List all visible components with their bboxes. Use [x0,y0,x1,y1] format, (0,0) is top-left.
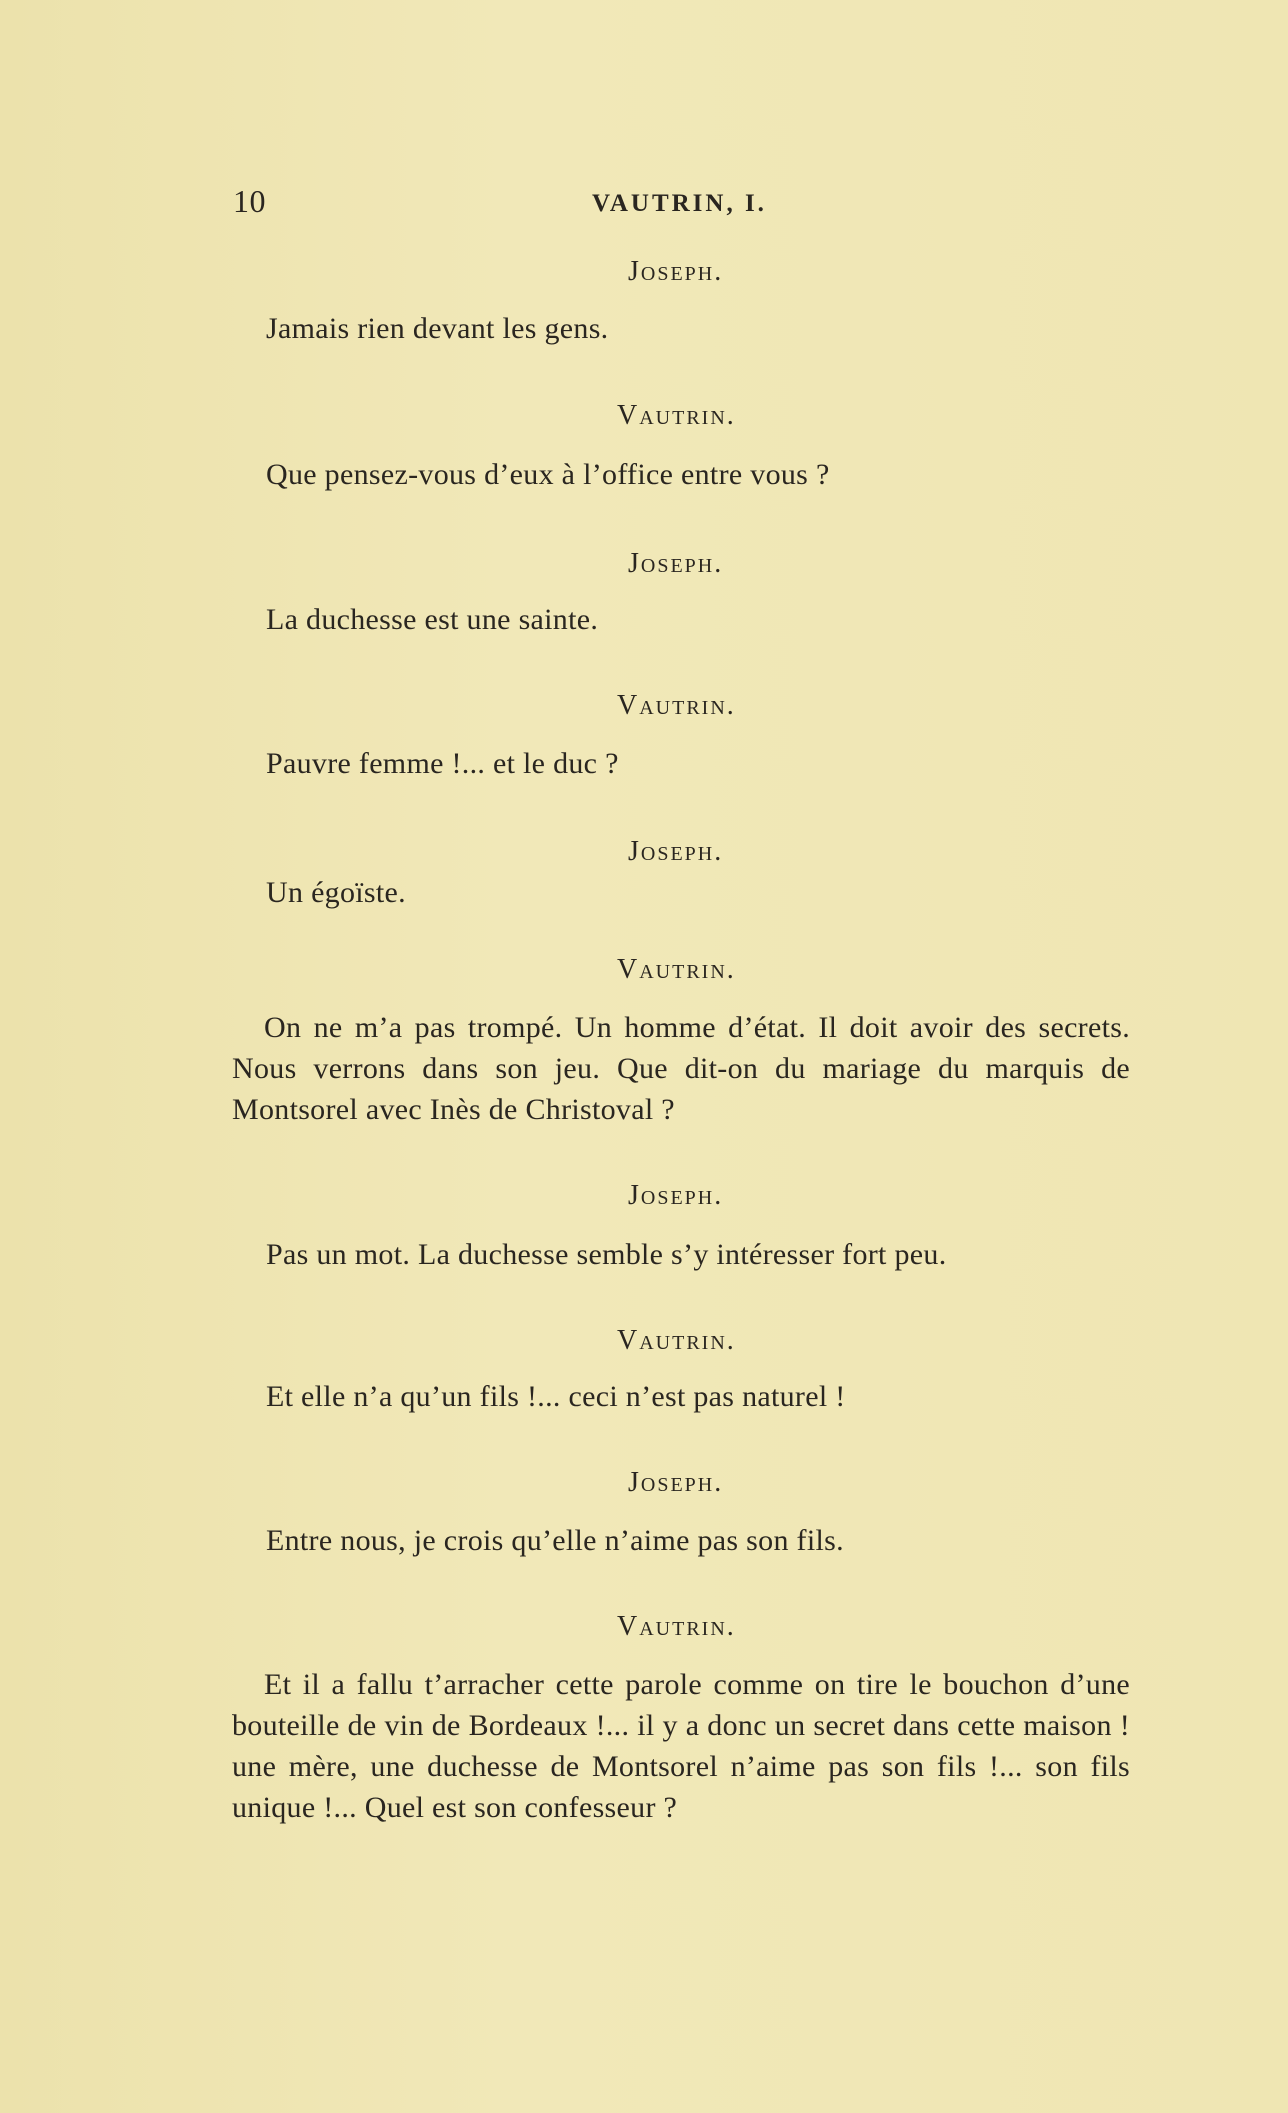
dialogue-line: Pauvre femme !... et le duc ? [266,747,619,780]
speaker-name: Vautrin. [617,1611,736,1642]
speaker-name: Joseph. [628,1467,724,1498]
page-number: 10 [233,183,266,219]
dialogue-line: Et elle n’a qu’un fils !... ceci n’est pas naturel ! [266,1380,846,1413]
dialogue-line: Entre nous, je crois qu’elle n’aime pas son fils. [266,1524,844,1557]
dialogue-paragraph: On ne m’a pas trompé. Un homme d’état. Il doit avoir des secrets. Nous verrons dans son jeu. Que dit-on du mariage du marquis de Montsorel avec Inès de Christoval ? [232,1011,1130,1126]
speaker-name: Vautrin. [617,400,736,431]
speaker-name: Joseph. [628,256,724,287]
dialogue-paragraph: Et il a fallu t’arracher cette parole comme on tire le bouchon d’une bouteille de vin de Bordeaux !... il y a donc un secret dans cette maison ! une mère, une duchesse de Montsorel n’aime pas son fils !... son fils unique !... Quel est son confesseur ? [232,1668,1130,1824]
speaker-name: Joseph. [628,836,724,867]
speaker-name: Vautrin. [617,1325,736,1356]
running-title: VAUTRIN, I. [592,190,767,217]
dialogue-line: Jamais rien devant les gens. [266,312,609,345]
dialogue-line: La duchesse est une sainte. [266,603,599,636]
speaker-name: Vautrin. [617,954,736,985]
dialogue-line: Un égoïste. [266,876,406,909]
speaker-name: Joseph. [628,548,724,579]
speaker-name: Vautrin. [617,690,736,721]
dialogue-line: Pas un mot. La duchesse semble s’y intéresser fort peu. [266,1238,947,1271]
dialogue-line: Que pensez-vous d’eux à l’office entre vous ? [266,458,830,491]
speaker-name: Joseph. [628,1180,724,1211]
